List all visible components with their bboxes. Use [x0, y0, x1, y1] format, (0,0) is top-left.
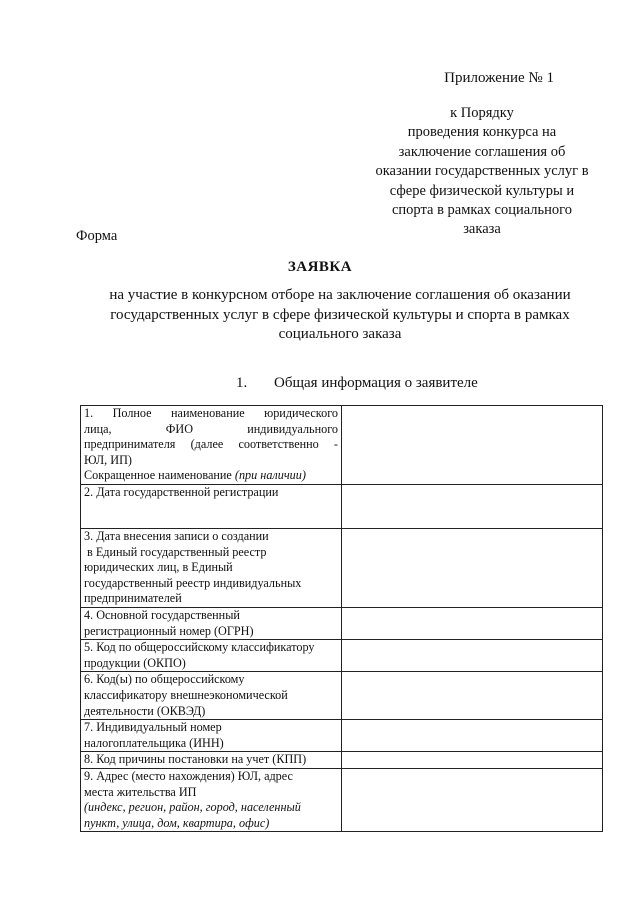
- form-label: Форма: [76, 228, 118, 244]
- section-number: 1.: [236, 375, 248, 391]
- row-label: 7. Индивидуальный номер налогоплательщика (ИНН): [81, 720, 342, 752]
- document-subtitle: [80, 286, 600, 345]
- value-cell[interactable]: [342, 768, 603, 831]
- row-note: (индекс, регион, район, город, населенный: [84, 800, 301, 815]
- row-label: 6. Код(ы) по общероссийскому классификатору внешнеэкономической деятельности (ОКВЭД): [81, 672, 342, 720]
- row-label: 9. Адрес (место нахождения) ЮЛ, адрес места жительства ИП (индекс, регион, район, город, населенный пункт, улица, дом, квартира, офис): [81, 768, 342, 831]
- row-label: 1. Полное наименование юридического лица, ФИО индивидуального предпринимателя (далее соответственно - ЮЛ, ИП) Сокращенное наименование (при наличии): [81, 406, 342, 485]
- table-row: [81, 768, 603, 831]
- order-line: сфере физической культуры и: [389, 182, 575, 199]
- row-label: 8. Код причины постановки на учет (КПП): [81, 752, 342, 769]
- order-line: к Порядку: [450, 105, 514, 121]
- subtitle-line: государственных услуг в сфере физической культуры и спорта в рамках: [110, 306, 570, 323]
- row-label: 4. Основной государственный регистрационный номер (ОГРН): [81, 607, 342, 639]
- appendix-label: Приложение № 1: [444, 70, 554, 86]
- order-line: спорта в рамках социального: [391, 202, 572, 219]
- table-row: [81, 607, 603, 639]
- value-cell[interactable]: [342, 752, 603, 769]
- order-line: оказании государственных услуг в: [375, 163, 589, 180]
- table-row: [81, 640, 603, 672]
- value-cell[interactable]: [342, 484, 603, 528]
- row-note: (при наличии): [234, 468, 306, 483]
- value-cell[interactable]: [342, 607, 603, 639]
- subtitle-line: социального заказа: [278, 326, 402, 342]
- value-cell[interactable]: [342, 406, 603, 485]
- document-title: ЗАЯВКА: [287, 259, 353, 275]
- value-cell[interactable]: [342, 672, 603, 720]
- value-cell[interactable]: [342, 720, 603, 752]
- row-label: 2. Дата государственной регистрации: [81, 484, 342, 528]
- value-cell[interactable]: [342, 528, 603, 607]
- table-row: [81, 672, 603, 720]
- applicant-info-table: [80, 405, 603, 832]
- row-label: 5. Код по общероссийскому классификатору продукции (ОКПО): [81, 640, 342, 672]
- order-line: заключение соглашения об: [398, 143, 566, 160]
- row-note: пункт, улица, дом, квартира, офис): [84, 815, 270, 830]
- order-reference: [354, 104, 610, 240]
- table-row: [81, 752, 603, 769]
- table-row: [81, 484, 603, 528]
- order-line: заказа: [463, 221, 501, 238]
- value-cell[interactable]: [342, 640, 603, 672]
- table-row: [81, 406, 603, 485]
- row-label: 3. Дата внесения записи о создании в Единый государственный реестр юридических лиц, в Единый государственный реестр индивидуальных предпринимателей: [81, 528, 342, 607]
- section-title: Общая информация о заявителе: [274, 375, 478, 391]
- subtitle-line: на участие в конкурсном отборе на заключение соглашения об оказании: [109, 287, 571, 303]
- section-heading: [236, 375, 478, 392]
- table-row: [81, 720, 603, 752]
- order-line: проведения конкурса на: [407, 124, 557, 141]
- table-row: [81, 528, 603, 607]
